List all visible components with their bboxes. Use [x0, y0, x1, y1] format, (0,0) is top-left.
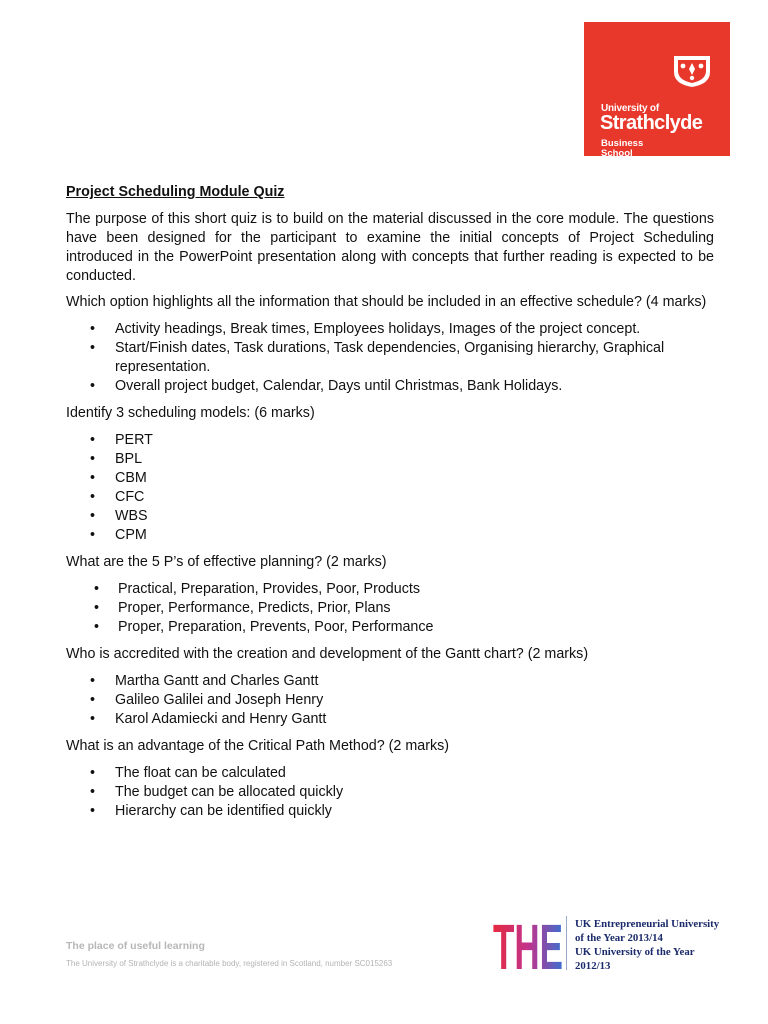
question-text: What are the 5 P’s of effective planning? (2 marks)	[66, 554, 387, 570]
document-body	[66, 183, 714, 829]
list-item: • Martha Gantt and Charles Gantt	[66, 672, 714, 691]
award-line-2: of the Year 2013/14	[575, 932, 663, 944]
list-item: • The budget can be allocated quickly	[66, 783, 714, 802]
the-award-logo	[493, 916, 563, 972]
list-item: • BPL	[66, 450, 714, 469]
question-text: What is an advantage of the Critical Path Method? (2 marks)	[66, 738, 450, 754]
list-item: • Proper, Preparation, Prevents, Poor, Performance	[66, 618, 714, 637]
footer-charity-notice: The University of Strathclyde is a charitable body, registered in Scotland, number SC015263	[66, 959, 393, 968]
option-list	[66, 580, 714, 637]
list-item: • Proper, Performance, Predicts, Prior, Plans	[66, 599, 714, 618]
list-item: • Practical, Preparation, Provides, Poor, Products	[66, 580, 714, 599]
option-list	[66, 672, 714, 729]
logo-business: Business	[601, 138, 644, 149]
list-item: • PERT	[66, 431, 714, 450]
question-text: Who is accredited with the creation and development of the Gantt chart? (2 marks)	[66, 646, 589, 662]
award-divider	[566, 916, 575, 970]
award-line-1: UK Entrepreneurial University	[575, 918, 720, 930]
list-item: • Start/Finish dates, Task durations, Task dependencies, Organising hierarchy, Graphical representation.	[66, 339, 714, 377]
the-logo-text: THE	[493, 916, 563, 972]
list-item: • Hierarchy can be identified quickly	[66, 802, 714, 821]
award-line-3: UK University of the Year	[575, 946, 695, 958]
list-item: • Galileo Galilei and Joseph Henry	[66, 691, 714, 710]
list-item: • The float can be calculated	[66, 764, 714, 783]
list-item: • CFC	[66, 488, 714, 507]
intro-paragraph: The purpose of this short quiz is to build on the material discussed in the core module. The questions have been designed for the participant to examine the initial concepts of Project Scheduling introduced in the PowerPoint presentation along with concepts that further reading is expected to be conducted.	[66, 211, 714, 284]
document-title: Project Scheduling Module Quiz	[66, 184, 285, 200]
option-list	[66, 431, 714, 545]
list-item: • Activity headings, Break times, Employees holidays, Images of the project concept.	[66, 320, 714, 339]
list-item: • CBM	[66, 469, 714, 488]
list-item: • Karol Adamiecki and Henry Gantt	[66, 710, 714, 729]
question-text: Which option highlights all the information that should be included in an effective schedule? (4 marks)	[66, 294, 707, 310]
list-item: • CPM	[66, 526, 714, 545]
footer-tagline: The place of useful learning	[66, 940, 205, 952]
list-item: • Overall project budget, Calendar, Days until Christmas, Bank Holidays.	[66, 377, 714, 396]
award-line-4: 2012/13	[575, 960, 611, 972]
logo-university-of: University of	[601, 103, 659, 114]
university-logo	[584, 22, 730, 159]
logo-business-school	[601, 139, 643, 159]
logo-school: School	[601, 148, 633, 159]
list-item: • WBS	[66, 507, 714, 526]
logo-strathclyde: Strathclyde	[600, 112, 703, 134]
option-list	[66, 320, 714, 396]
award-text	[575, 917, 719, 973]
question-text: Identify 3 scheduling models: (6 marks)	[66, 405, 315, 421]
university-crest-icon	[672, 54, 712, 88]
option-list	[66, 764, 714, 821]
